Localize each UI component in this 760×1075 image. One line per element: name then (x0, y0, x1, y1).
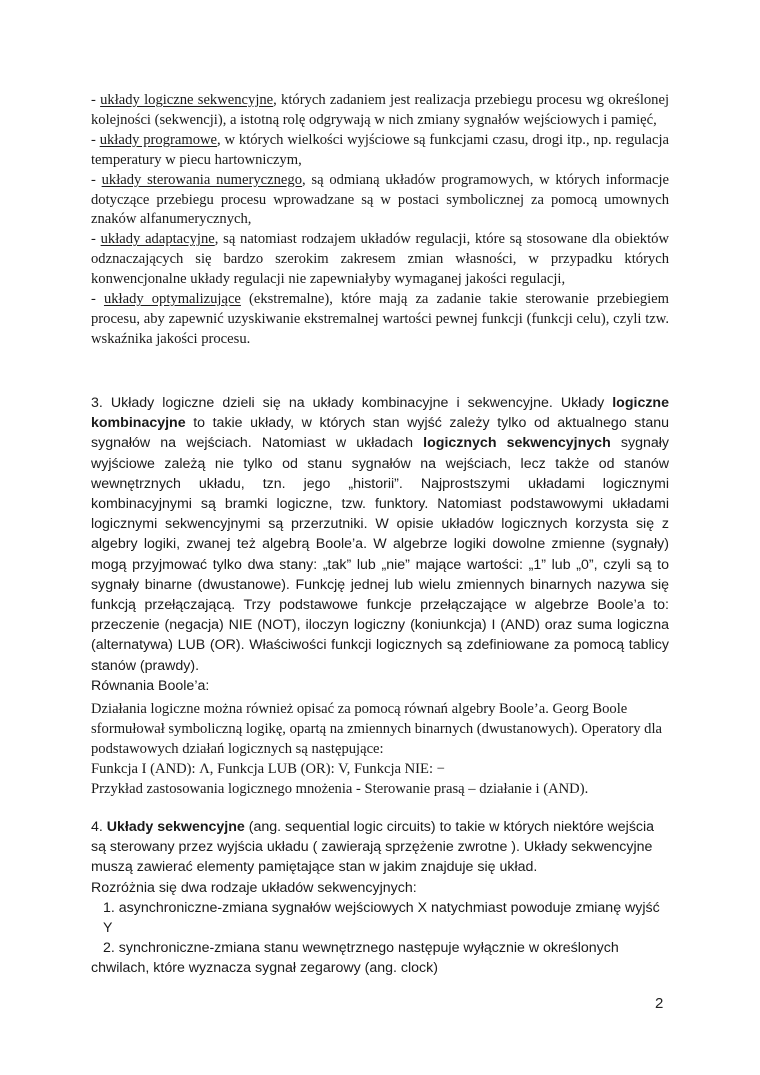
term-sequential: układy logiczne sekwencyjne (100, 92, 274, 108)
list-item-programmed: - układy programowe, w których wielkości wyjściowe są funkcjami czasu, drogi itp., np. regulacja temperatury w piecu hartowniczym, (91, 131, 669, 168)
boole-example: Przykład zastosowania logicznego mnożenia - Sterowanie prasą – działanie i (AND). (91, 780, 589, 797)
section-4-intro: Rozróżnia się dwa rodzaje układów sekwencyjnych: (91, 879, 417, 896)
boole-section (91, 700, 669, 800)
bold-combinational: logiczne kombinacyjne (91, 395, 669, 432)
bold-sequential: logicznych sekwencyjnych (423, 435, 611, 452)
list-item-sequential: - układy logiczne sekwencyjne, których zadaniem jest realizacja przebiegu procesu wg określonej kolejności (sekwencji), a istotną rolę odgrywają w nich zmiany sygnałów wejściowych i pamięć, (91, 92, 669, 128)
section-4 (91, 817, 669, 979)
term-programmed: układy programowe (99, 131, 218, 148)
list-item-adaptive: - układy adaptacyjne, są natomiast rodzajem układów regulacji, które są stosowane dla obiektów odznaczających się bardzo szerokim zakresem zmian własności, w przypadku których konwencjonalne układy regulacji nie zapewniałyby wymaganej jakości regulacji, (91, 231, 669, 288)
page-number: 2 (655, 995, 664, 1012)
section-3 (91, 393, 669, 696)
boole-paragraph: Działania logiczne można również opisać za pomocą równań algebry Boole’a. Georg Boole sformułował symboliczną logikę, opartą na zmiennych binarnych (dwustanowych). Operatory dla podstawowych działań logicznych są następujące: (91, 701, 663, 757)
section-3-paragraph: 3. Układy logiczne dzieli się na układy kombinacyjne i sekwencyjne. Układy logiczne kombinacyjne to takie układy, w których stan wyjść zależy tylko od aktualnego stanu sygnałów na wejściach. Natomiast w układach logicznych sekwencyjnych sygnały wyjściowe zależą nie tylko od stanu sygnałów na wejściach, lecz także od stanów wewnętrznych układu, tzn. jego „historii”. Najprostszymi układami logicznymi kombinacyjnymi są bramki logiczne, tzw. funktory. Natomiast podstawowymi układami logicznymi sekwencyjnymi są przerzutniki. W opisie układów logicznych korzysta się z algebry logiki, zwanej też algebrą Boole’a. W algebrze logiki dowolne zmienne (sygnały) mogą przyjmować tylko dwa stany: „tak” lub „nie” mające wartości: „1” lub „0”, czyli są to sygnały binarne (dwustanowe). Funkcję jednej lub wielu zmiennych binarnych nazywa się funkcją przełączającą. Trzy podstawowe funkcje przełączające w algebrze Boole’a to: przeczenie (negacja) NIE (NOT), iloczyn logiczny (koniunkcja) I (AND) oraz suma logiczna (alternatywa) LUB (OR). Właściwości funkcji logicznych są zdefiniowane za pomocą tablicy stanów (prawdy). (91, 395, 669, 674)
sequential-types-list (91, 898, 669, 979)
list-item-asynchronous: 1. asynchroniczne-zmiana sygnałów wejściowych X natychmiast powoduje zmianę wyjść Y (103, 899, 660, 937)
boole-heading: Równania Boole’a: (91, 677, 210, 694)
boole-operators: Funkcja I (AND): Λ, Funkcja LUB (OR): V, Funkcja NIE: − (91, 760, 445, 777)
list-item-optimizing: - układy optymalizujące (ekstremalne), które mają za zadanie takie sterowanie przebiegiem procesu, aby zapewnić uzyskiwanie ekstremalnej wartości pewnej funkcji (funkcji celu), czyli tzw. wskaźnika jakości procesu. (91, 291, 669, 347)
term-numerical: układy sterowania numerycznego (101, 171, 302, 188)
list-item-synchronous: 2. synchroniczne-zmiana stanu wewnętrznego następuje wyłącznie w określonych chwilach, które wyznacza sygnał zegarowy (ang. clock) (91, 940, 619, 977)
term-optimizing: układy optymalizujące (103, 291, 241, 308)
section-4-paragraph: 4. Układy sekwencyjne (ang. sequential logic circuits) to takie w których niektóre wejścia są sterowany przez wyjścia układu ( zawierają sprzężenie zwrotne ). Układy sekwencyjne muszą zawierać elementy pamiętające stan w jakim znajduje się układ. (91, 819, 655, 876)
bold-sequential-circuits: Układy sekwencyjne (106, 819, 245, 835)
automation-types-list (91, 91, 669, 350)
list-item-numerical: - układy sterowania numerycznego, są odmianą układów programowych, w których informacje dotyczące przebiegu procesu wprowadzane są w postaci symbolicznej za pomocą umownych znaków alfanumerycznych, (91, 171, 669, 228)
term-adaptive: układy adaptacyjne (100, 231, 215, 248)
